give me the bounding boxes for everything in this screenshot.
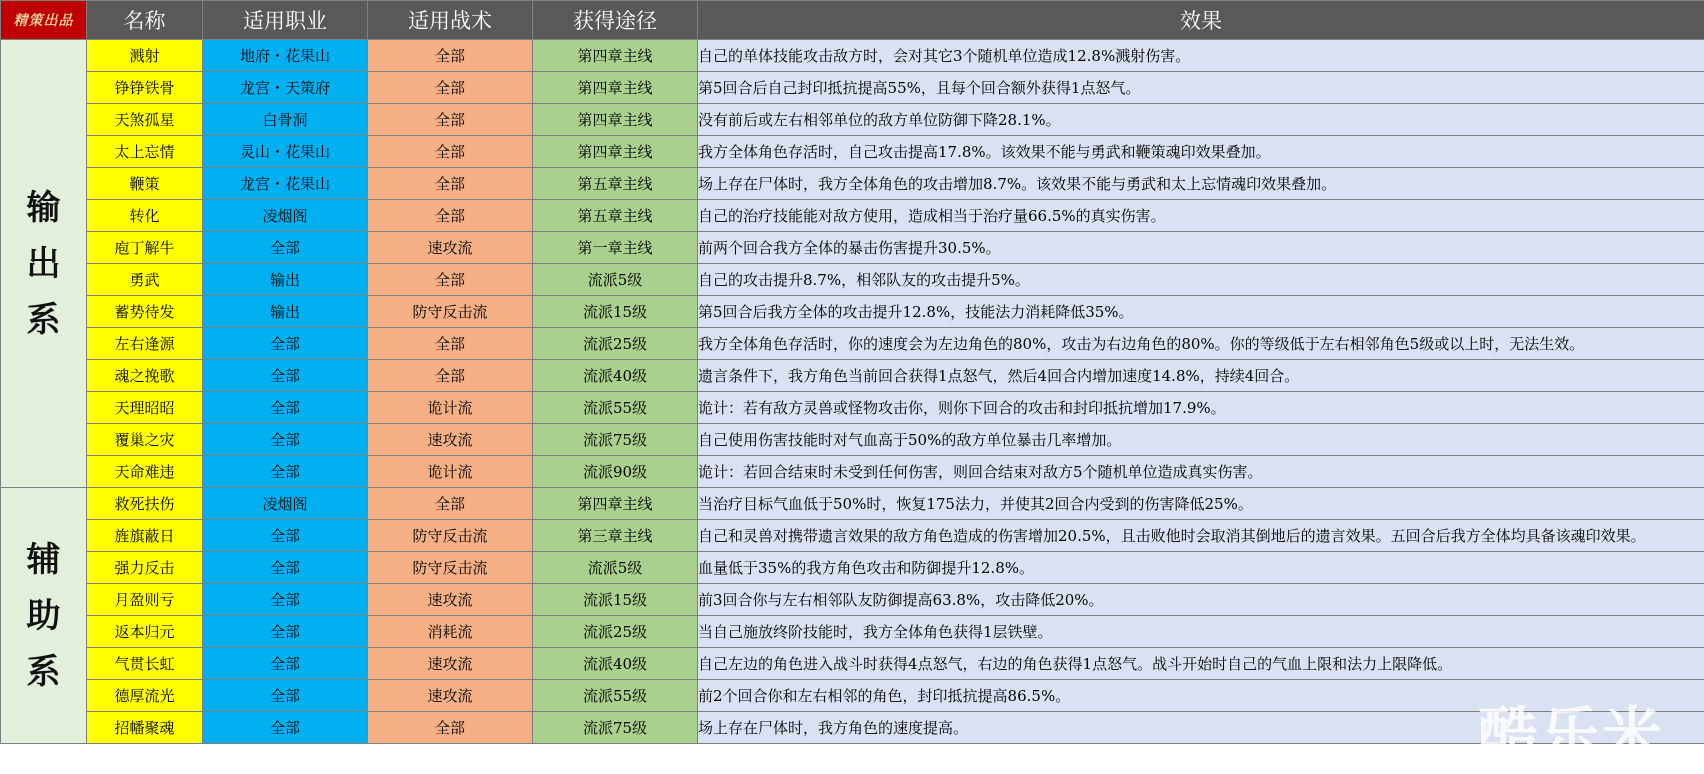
seal-source: 第五章主线 bbox=[533, 168, 698, 200]
seal-name: 救死扶伤 bbox=[87, 488, 203, 520]
seal-tactic: 全部 bbox=[368, 40, 533, 72]
seal-class: 全部 bbox=[203, 616, 368, 648]
seal-effect: 自己左边的角色进入战斗时获得4点怒气，右边的角色获得1点怒气。战斗开始时自己的气血上限和法力上限降低。 bbox=[698, 648, 1704, 680]
table-row bbox=[1, 200, 1704, 232]
seal-tactic: 全部 bbox=[368, 328, 533, 360]
seal-effect: 自己和灵兽对携带遗言效果的敌方角色造成的伤害增加20.5%，且击败他时会取消其倒地后的遗言效果。五回合后我方全体均具备该魂印效果。 bbox=[698, 520, 1704, 552]
seal-name: 旌旗蔽日 bbox=[87, 520, 203, 552]
table-row bbox=[1, 488, 1704, 520]
seal-source: 流派75级 bbox=[533, 424, 698, 456]
seal-tactic: 诡计流 bbox=[368, 456, 533, 488]
table-row bbox=[1, 616, 1704, 648]
table-row bbox=[1, 40, 1704, 72]
table-row bbox=[1, 168, 1704, 200]
table-row bbox=[1, 264, 1704, 296]
seal-tactic: 速攻流 bbox=[368, 232, 533, 264]
seal-effect: 没有前后或左右相邻单位的敌方单位防御下降28.1%。 bbox=[698, 104, 1704, 136]
seal-class: 全部 bbox=[203, 680, 368, 712]
seal-source: 流派5级 bbox=[533, 552, 698, 584]
seal-name: 庖丁解牛 bbox=[87, 232, 203, 264]
header-row bbox=[1, 1, 1704, 40]
seal-name: 返本归元 bbox=[87, 616, 203, 648]
seal-name: 转化 bbox=[87, 200, 203, 232]
seal-source: 第五章主线 bbox=[533, 200, 698, 232]
seal-name: 天命难违 bbox=[87, 456, 203, 488]
table-row bbox=[1, 424, 1704, 456]
seal-tactic: 防守反击流 bbox=[368, 552, 533, 584]
seal-tactic: 全部 bbox=[368, 136, 533, 168]
seal-class: 全部 bbox=[203, 424, 368, 456]
table-row bbox=[1, 456, 1704, 488]
table-body bbox=[1, 40, 1704, 744]
group-support bbox=[1, 488, 87, 744]
seal-source: 第四章主线 bbox=[533, 104, 698, 136]
seal-source: 流派75级 bbox=[533, 712, 698, 744]
table-row bbox=[1, 296, 1704, 328]
seal-effect: 我方全体角色存活时，你的速度会为左边角色的80%，攻击为右边角色的80%。你的等级低于左右相邻角色5级或以上时，无法生效。 bbox=[698, 328, 1704, 360]
seal-class: 全部 bbox=[203, 328, 368, 360]
seal-name: 天理昭昭 bbox=[87, 392, 203, 424]
seal-effect: 前2个回合你和左右相邻的角色，封印抵抗提高86.5%。 bbox=[698, 680, 1704, 712]
seal-tactic: 全部 bbox=[368, 72, 533, 104]
seal-effect: 场上存在尸体时，我方全体角色的攻击增加8.7%。该效果不能与勇武和太上忘情魂印效果叠加。 bbox=[698, 168, 1704, 200]
seal-effect: 场上存在尸体时，我方角色的速度提高。 bbox=[698, 712, 1704, 744]
seal-effect: 自己的单体技能攻击敌方时，会对其它3个随机单位造成12.8%溅射伤害。 bbox=[698, 40, 1704, 72]
seal-tactic: 全部 bbox=[368, 104, 533, 136]
seal-name: 太上忘情 bbox=[87, 136, 203, 168]
seal-source: 第四章主线 bbox=[533, 136, 698, 168]
table-row bbox=[1, 136, 1704, 168]
seal-source: 流派55级 bbox=[533, 392, 698, 424]
seal-tactic: 全部 bbox=[368, 712, 533, 744]
seal-name: 左右逢源 bbox=[87, 328, 203, 360]
seal-class: 全部 bbox=[203, 712, 368, 744]
table-row bbox=[1, 648, 1704, 680]
seal-class: 全部 bbox=[203, 552, 368, 584]
watermark: 酷乐米 bbox=[1478, 688, 1664, 774]
table-row bbox=[1, 72, 1704, 104]
header-source: 获得途径 bbox=[533, 1, 698, 40]
seal-source: 流派90级 bbox=[533, 456, 698, 488]
group-label: 辅助系 bbox=[24, 532, 64, 700]
seal-tactic: 速攻流 bbox=[368, 680, 533, 712]
header-class: 适用职业 bbox=[203, 1, 368, 40]
seal-class: 龙宫・天策府 bbox=[203, 72, 368, 104]
seal-source: 第四章主线 bbox=[533, 488, 698, 520]
seal-name: 月盈则亏 bbox=[87, 584, 203, 616]
seal-tactic: 诡计流 bbox=[368, 392, 533, 424]
seal-name: 溅射 bbox=[87, 40, 203, 72]
seal-name: 强力反击 bbox=[87, 552, 203, 584]
seal-source: 流派5级 bbox=[533, 264, 698, 296]
seal-effect: 血量低于35%的我方角色攻击和防御提升12.8%。 bbox=[698, 552, 1704, 584]
seal-source: 流派25级 bbox=[533, 328, 698, 360]
seal-name: 鞭策 bbox=[87, 168, 203, 200]
seal-class: 凌烟阁 bbox=[203, 200, 368, 232]
seal-name: 勇武 bbox=[87, 264, 203, 296]
seal-class: 白骨洞 bbox=[203, 104, 368, 136]
seal-source: 流派40级 bbox=[533, 360, 698, 392]
seal-effect: 第5回合后自己封印抵抗提高55%，且每个回合额外获得1点怒气。 bbox=[698, 72, 1704, 104]
table-row bbox=[1, 360, 1704, 392]
seal-name: 覆巢之灾 bbox=[87, 424, 203, 456]
seal-class: 龙宫・花果山 bbox=[203, 168, 368, 200]
seal-class: 灵山・花果山 bbox=[203, 136, 368, 168]
seal-source: 流派15级 bbox=[533, 296, 698, 328]
seal-effect: 自己的治疗技能能对敌方使用，造成相当于治疗量66.5%的真实伤害。 bbox=[698, 200, 1704, 232]
seal-tactic: 全部 bbox=[368, 200, 533, 232]
seal-effect: 第5回合后我方全体的攻击提升12.8%，技能法力消耗降低35%。 bbox=[698, 296, 1704, 328]
seal-source: 第三章主线 bbox=[533, 520, 698, 552]
seal-effect: 我方全体角色存活时，自己攻击提高17.8%。该效果不能与勇武和鞭策魂印效果叠加。 bbox=[698, 136, 1704, 168]
table-row bbox=[1, 584, 1704, 616]
table-row bbox=[1, 712, 1704, 744]
seal-name: 天煞孤星 bbox=[87, 104, 203, 136]
seal-effect: 诡计：若回合结束时未受到任何伤害，则回合结束对敌方5个随机单位造成真实伤害。 bbox=[698, 456, 1704, 488]
seal-source: 流派40级 bbox=[533, 648, 698, 680]
table-row bbox=[1, 328, 1704, 360]
seal-name: 蓄势待发 bbox=[87, 296, 203, 328]
table-row bbox=[1, 232, 1704, 264]
seal-name: 招幡聚魂 bbox=[87, 712, 203, 744]
seal-class: 输出 bbox=[203, 296, 368, 328]
seal-name: 魂之挽歌 bbox=[87, 360, 203, 392]
seal-class: 输出 bbox=[203, 264, 368, 296]
header-tactic: 适用战术 bbox=[368, 1, 533, 40]
seal-class: 全部 bbox=[203, 392, 368, 424]
seal-tactic: 全部 bbox=[368, 264, 533, 296]
seal-effect: 自己的攻击提升8.7%，相邻队友的攻击提升5%。 bbox=[698, 264, 1704, 296]
seal-tactic: 全部 bbox=[368, 488, 533, 520]
table-row bbox=[1, 680, 1704, 712]
seal-effect: 自己使用伤害技能时对气血高于50%的敌方单位暴击几率增加。 bbox=[698, 424, 1704, 456]
seal-effect: 前3回合你与左右相邻队友防御提高63.8%，攻击降低20%。 bbox=[698, 584, 1704, 616]
seal-source: 第一章主线 bbox=[533, 232, 698, 264]
seal-tactic: 防守反击流 bbox=[368, 296, 533, 328]
seal-tactic: 速攻流 bbox=[368, 648, 533, 680]
header-effect: 效果 bbox=[698, 1, 1704, 40]
seal-name: 气贯长虹 bbox=[87, 648, 203, 680]
seal-effect: 遗言条件下，我方角色当前回合获得1点怒气，然后4回合内增加速度14.8%，持续4回合。 bbox=[698, 360, 1704, 392]
seal-tactic: 速攻流 bbox=[368, 584, 533, 616]
seal-source: 流派55级 bbox=[533, 680, 698, 712]
seal-tactic: 消耗流 bbox=[368, 616, 533, 648]
seal-effect: 前两个回合我方全体的暴击伤害提升30.5%。 bbox=[698, 232, 1704, 264]
seal-class: 全部 bbox=[203, 360, 368, 392]
seal-class: 地府・花果山 bbox=[203, 40, 368, 72]
seal-class: 凌烟阁 bbox=[203, 488, 368, 520]
seal-class: 全部 bbox=[203, 520, 368, 552]
seal-name: 铮铮铁骨 bbox=[87, 72, 203, 104]
seal-tactic: 防守反击流 bbox=[368, 520, 533, 552]
table-row bbox=[1, 520, 1704, 552]
table-row bbox=[1, 552, 1704, 584]
seal-effect: 诡计：若有敌方灵兽或怪物攻击你，则你下回合的攻击和封印抵抗增加17.9%。 bbox=[698, 392, 1704, 424]
seal-class: 全部 bbox=[203, 648, 368, 680]
seal-tactic: 全部 bbox=[368, 360, 533, 392]
header-name: 名称 bbox=[87, 1, 203, 40]
seal-effect: 当治疗目标气血低于50%时，恢复175法力，并使其2回合内受到的伤害降低25%。 bbox=[698, 488, 1704, 520]
table-row bbox=[1, 392, 1704, 424]
group-label: 输出系 bbox=[24, 180, 64, 348]
table-row bbox=[1, 104, 1704, 136]
seal-source: 第四章主线 bbox=[533, 72, 698, 104]
seal-tactic: 全部 bbox=[368, 168, 533, 200]
seal-source: 第四章主线 bbox=[533, 40, 698, 72]
corner-label: 精策出品 bbox=[1, 1, 87, 40]
seal-source: 流派25级 bbox=[533, 616, 698, 648]
seal-class: 全部 bbox=[203, 456, 368, 488]
seal-tactic: 速攻流 bbox=[368, 424, 533, 456]
group-output bbox=[1, 40, 87, 488]
seal-effect: 当自己施放终阶技能时，我方全体角色获得1层铁壁。 bbox=[698, 616, 1704, 648]
seal-class: 全部 bbox=[203, 584, 368, 616]
seal-name: 德厚流光 bbox=[87, 680, 203, 712]
seal-class: 全部 bbox=[203, 232, 368, 264]
seal-source: 流派15级 bbox=[533, 584, 698, 616]
